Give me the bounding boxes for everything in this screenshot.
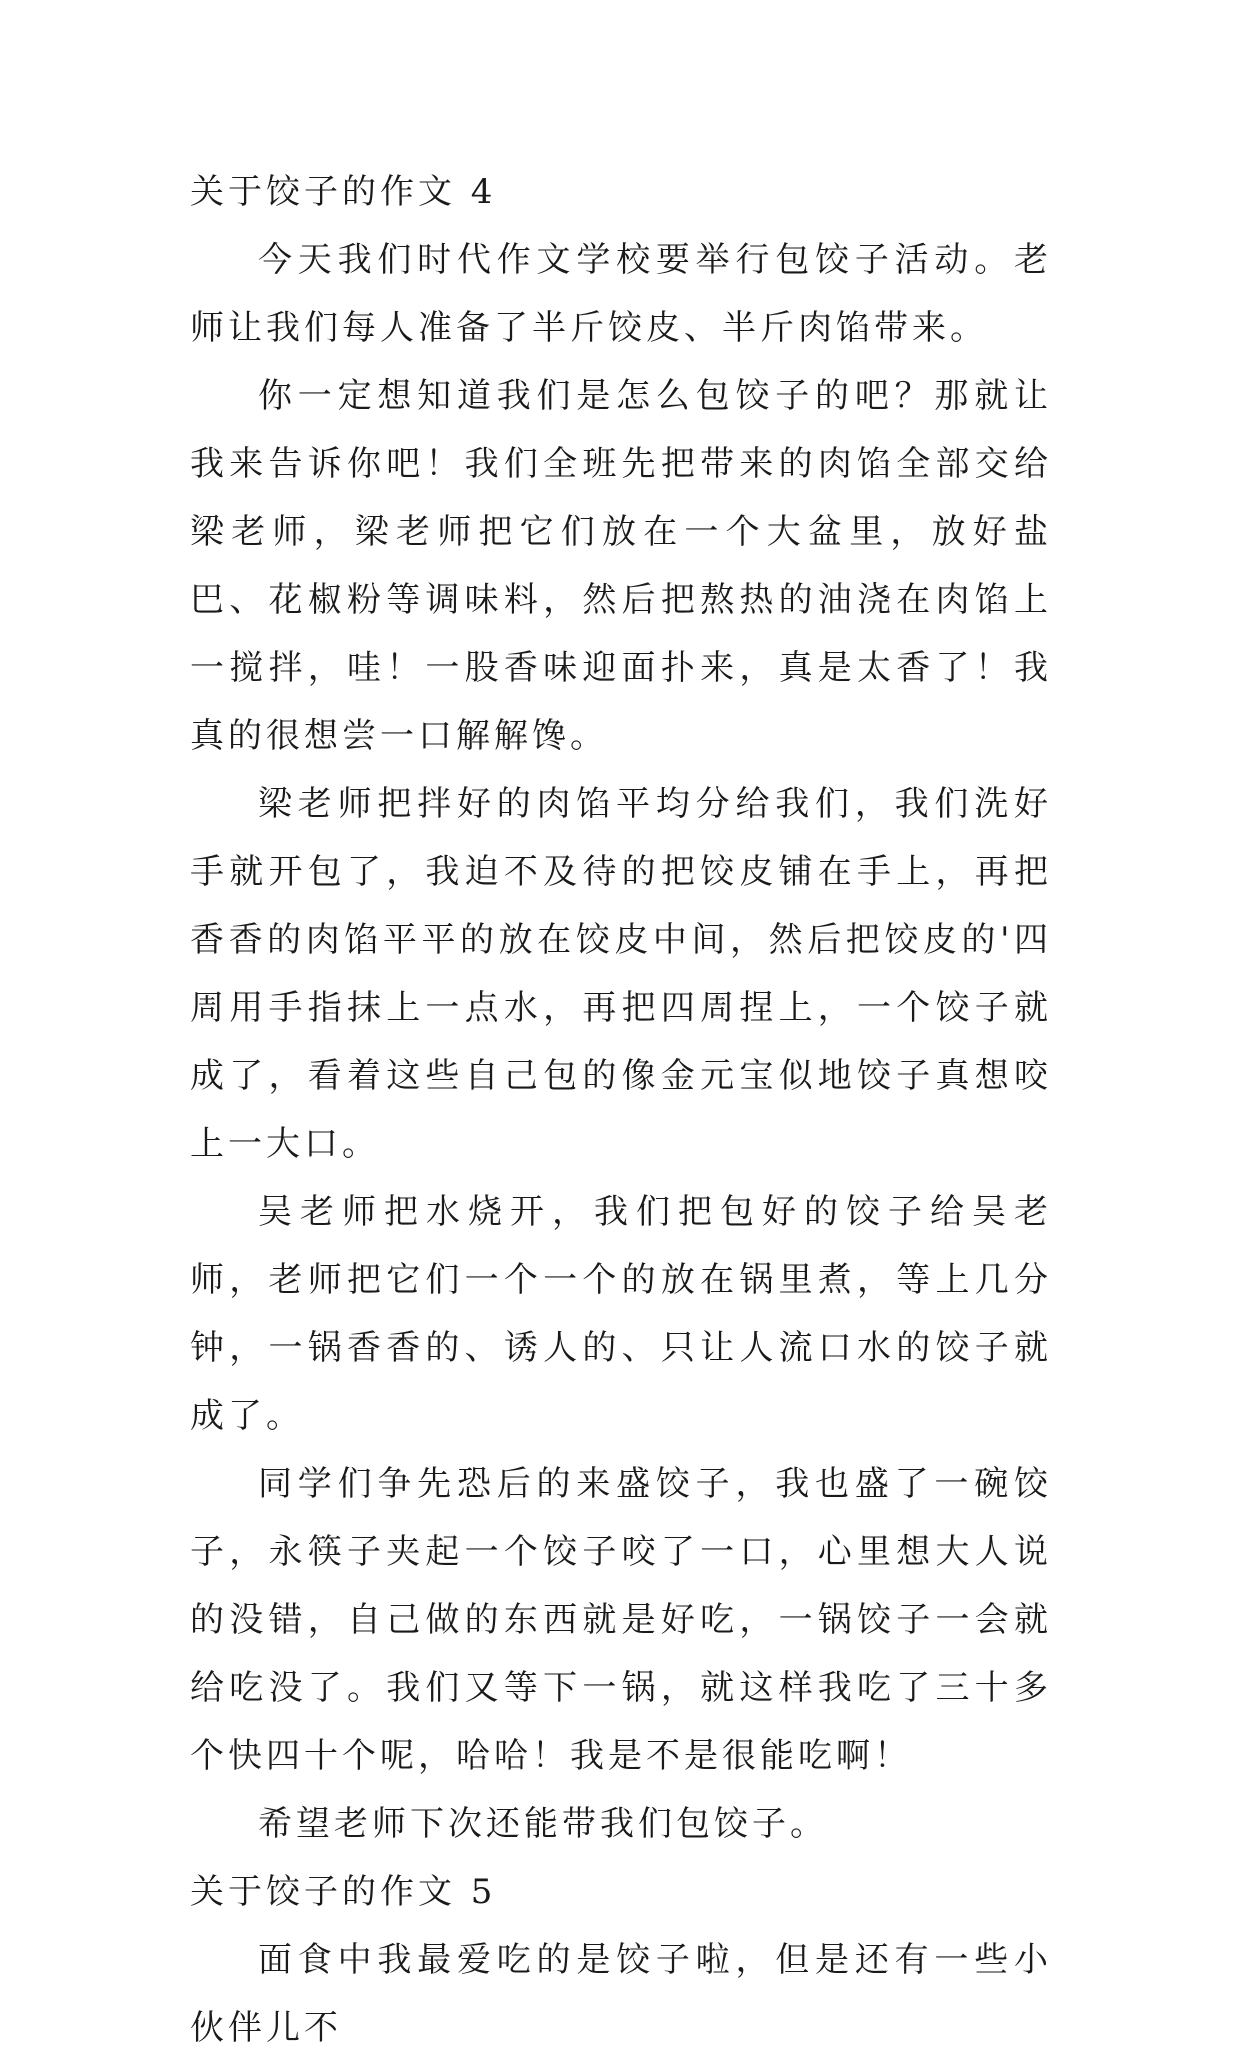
essay-title-4: 关于饺子的作文 4 bbox=[190, 172, 497, 212]
paragraph: 今天我们时代作文学校要举行包饺子活动。老师让我们每人准备了半斤饺皮、半斤肉馅带来。 bbox=[190, 240, 1052, 348]
paragraph: 吴老师把水烧开，我们把包好的饺子给吴老师，老师把它们一个一个的放在锅里煮，等上几分钟，一锅香香的、诱人的、只让人流口水的饺子就成了。 bbox=[190, 1192, 1052, 1436]
paragraph: 希望老师下次还能带我们包饺子。 bbox=[258, 1804, 828, 1844]
paragraph: 面食中我最爱吃的是饺子啦，但是还有一些小伙伴儿不 bbox=[190, 1940, 1052, 2048]
paragraph: 你一定想知道我们是怎么包饺子的吧？那就让我来告诉你吧！我们全班先把带来的肉馅全部交给梁老师，梁老师把它们放在一个大盆里，放好盐巴、花椒粉等调味料，然后把熬热的油浇在肉馅上一搅拌，哇！一股香味迎面扑来，真是太香了！我真的很想尝一口解解馋。 bbox=[190, 376, 1052, 756]
essay-title-5: 关于饺子的作文 5 bbox=[190, 1872, 497, 1912]
paragraph: 梁老师把拌好的肉馅平均分给我们，我们洗好手就开包了，我迫不及待的把饺皮铺在手上，再把香香的肉馅平平的放在饺皮中间，然后把饺皮的'四周用手指抹上一点水，再把四周捏上，一个饺子就成了，看着这些自己包的像金元宝似地饺子真想咬上一大口。 bbox=[190, 784, 1052, 1164]
document-body bbox=[190, 158, 1052, 2062]
paragraph: 同学们争先恐后的来盛饺子，我也盛了一碗饺子，永筷子夹起一个饺子咬了一口，心里想大人说的没错，自己做的东西就是好吃，一锅饺子一会就给吃没了。我们又等下一锅，就这样我吃了三十多个快四十个呢，哈哈！我是不是很能吃啊！ bbox=[190, 1464, 1052, 1776]
